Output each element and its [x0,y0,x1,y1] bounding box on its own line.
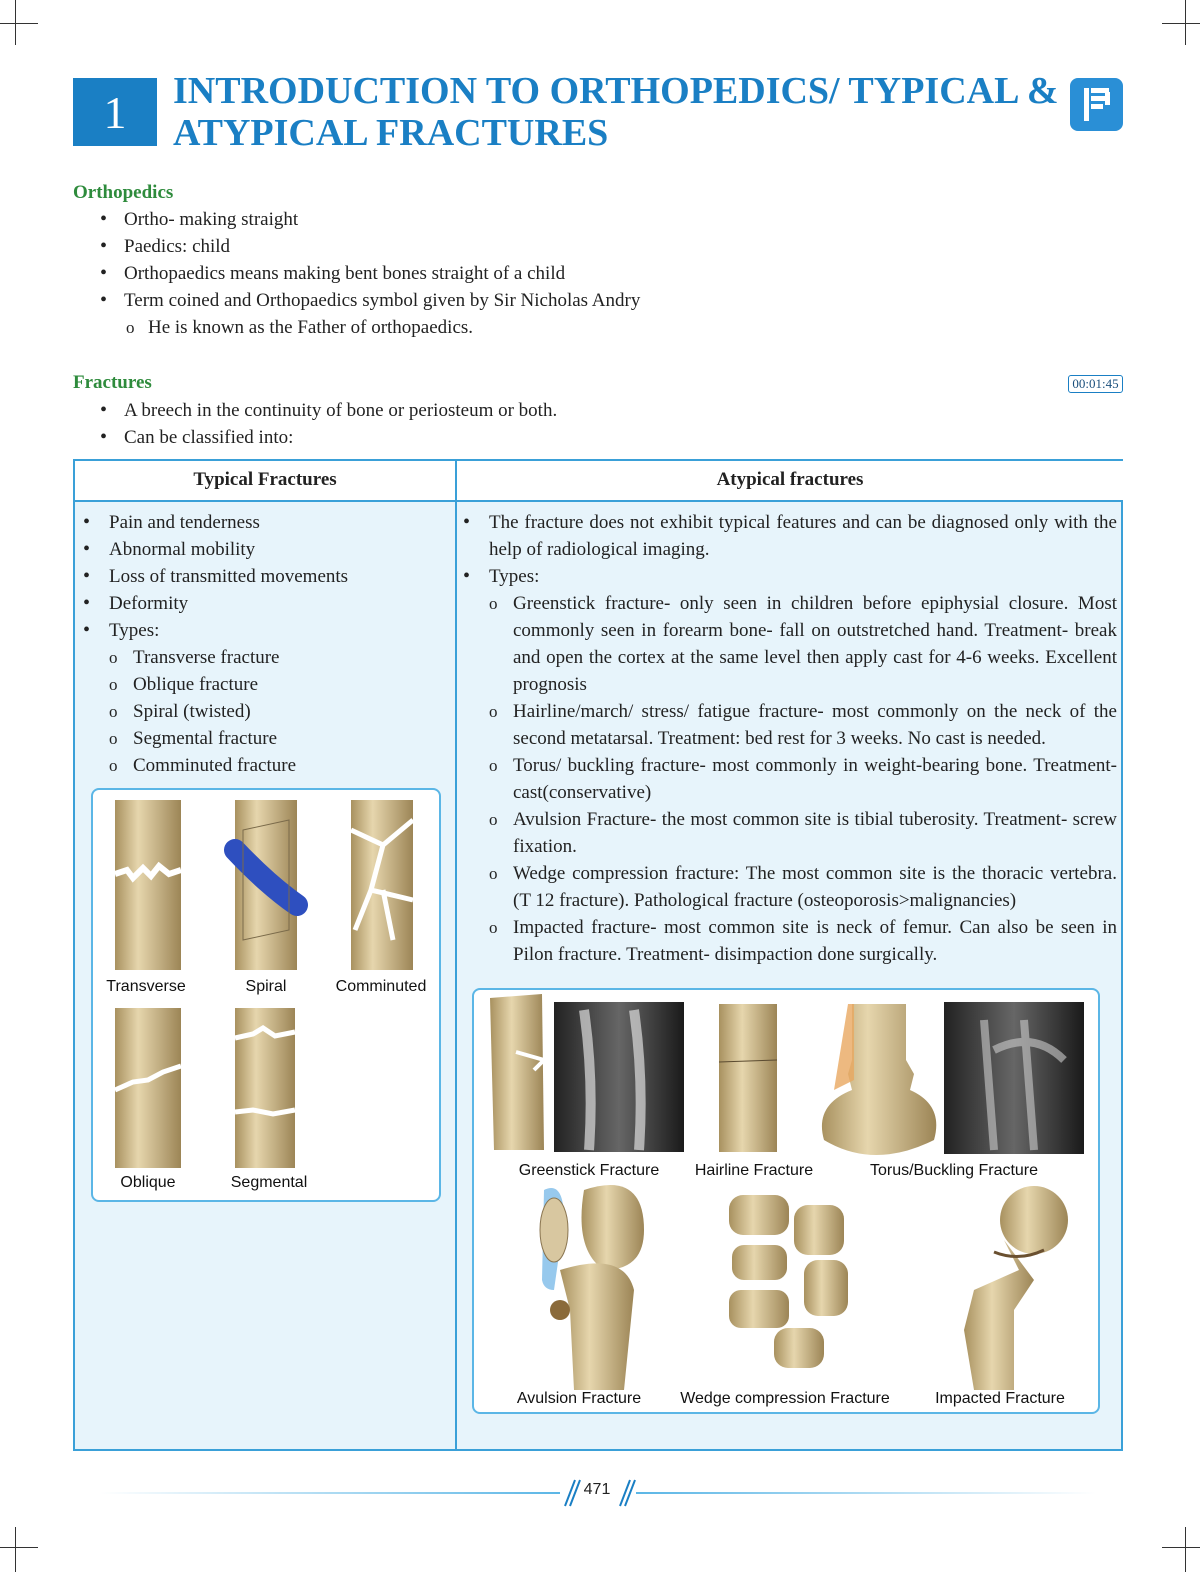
fractures-list [100,397,557,451]
crop-mark [1185,1527,1186,1572]
crop-mark [15,0,16,45]
crop-mark [1162,23,1200,24]
crop-mark [0,23,38,24]
list-sub-item: o Oblique fracture [77,671,447,698]
video-timestamp[interactable]: 00:01:45 [1068,375,1123,393]
atypical-fracture-figure [472,988,1100,1414]
figure-label: Greenstick Fracture [518,1162,660,1179]
comminuted-bone-icon [351,800,413,970]
torus-xray-image [944,1002,1084,1154]
list-sub-item: o Segmental fracture [77,725,447,752]
chapter-number: 1 [73,78,157,146]
list-sub-item: o Wedge compression fracture: The most common site is the thoracic vertebra. (T 12 fracture). Pathological fracture (osteoporosis>malignancies) [457,860,1117,914]
list-item: • Loss of transmitted movements [77,563,447,590]
oblique-bone-icon [115,1008,181,1168]
spiral-bone-icon [235,800,297,970]
greenstick-xray-image [554,1002,684,1152]
figure-label: Segmental [230,1174,308,1191]
greenstick-bone-icon [490,994,544,1150]
figure-label: Hairline Fracture [694,1162,814,1179]
list-sub-item: o Avulsion Fracture- the most common site is tibial tuberosity. Treatment- screw fixation. [457,806,1117,860]
list-item: • Can be classified into: [100,424,557,451]
orthopedics-heading: Orthopedics [73,182,174,203]
figure-label: Spiral [245,978,287,995]
list-sub-item: o Hairline/march/ stress/ fatigue fracture- most commonly on the neck of the second metatarsal. Treatment: bed rest for 3 weeks. No cast is needed. [457,698,1117,752]
orthopedics-list [100,206,640,341]
list-item: • Abnormal mobility [77,536,447,563]
typical-fracture-figure [91,788,441,1202]
typical-header: Typical Fractures [75,461,455,502]
list-item: • Orthopaedics means making bent bones straight of a child [100,260,640,287]
figure-label: Oblique [120,1174,176,1191]
avulsion-bone-icon [540,1185,644,1390]
figure-label: Torus/Buckling Fracture [869,1162,1039,1179]
list-item: • Ortho- making straight [100,206,640,233]
fractures-heading: Fractures [73,372,152,393]
torus-bone-icon [822,1004,936,1155]
atypical-list [457,509,1117,968]
footer-rule-right [636,1492,1096,1494]
crop-mark [1185,0,1186,45]
title-line-1: INTRODUCTION TO ORTHOPEDICS/ TYPICAL & [173,70,1059,112]
transverse-bone-icon [115,800,181,970]
list-item: • Pain and tenderness [77,509,447,536]
list-item: • Types: [457,563,1117,590]
list-sub-item: o Impacted fracture- most common site is neck of femur. Can also be seen in Pilon fracture. Treatment- disimpaction done surgically. [457,914,1117,968]
list-sub-item: o Comminuted fracture [77,752,447,779]
list-item: • Types: [77,617,447,644]
hairline-bone-icon [719,1004,777,1152]
fracture-table [73,459,1123,1451]
figure-label: Transverse [106,978,186,995]
typical-list [77,509,447,779]
figure-label: Comminuted [335,978,427,995]
figure-label: Impacted Fracture [935,1390,1065,1407]
impacted-femur-bone-icon [964,1186,1068,1390]
list-sub-item: o Transverse fracture [77,644,447,671]
atypical-header: Atypical fractures [457,461,1123,502]
list-item: • Term coined and Orthopaedics symbol given by Sir Nicholas Andry [100,287,640,314]
list-sub-item: o Torus/ buckling fracture- most commonly in weight-bearing bone. Treatment- cast(conservative) [457,752,1117,806]
crop-mark [1162,1547,1200,1548]
list-sub-item: o He is known as the Father of orthopaedics. [100,314,640,341]
list-item: • A breech in the continuity of bone or periosteum or both. [100,397,557,424]
list-sub-item: o Spiral (twisted) [77,698,447,725]
atypical-fracture-illustration [474,990,1098,1412]
title-line-2: ATYPICAL FRACTURES [173,112,609,154]
list-item: • Paedics: child [100,233,640,260]
crop-mark [15,1527,16,1572]
footer-rule-left [100,1492,560,1494]
list-item: • Deformity [77,590,447,617]
wedge-compression-bone-icon [729,1195,848,1368]
segmental-bone-icon [235,1008,295,1168]
list-sub-item: o Greenstick fracture- only seen in children before epiphysial closure. Most commonly seen in forearm bone- fall on outstretched hand. Treatment- break and open the cortex at the same level then apply cast for 4-6 weeks. Excellent prognosis [457,590,1117,698]
page-number: 471 [583,1481,611,1498]
crop-mark [0,1547,38,1548]
p-logo-icon [1070,78,1123,131]
list-item: • The fracture does not exhibit typical features and can be diagnosed only with the help of radiological imaging. [457,509,1117,563]
page-title [173,70,1073,154]
figure-label: Avulsion Fracture [516,1390,642,1407]
figure-label: Wedge compression Fracture [680,1390,890,1407]
